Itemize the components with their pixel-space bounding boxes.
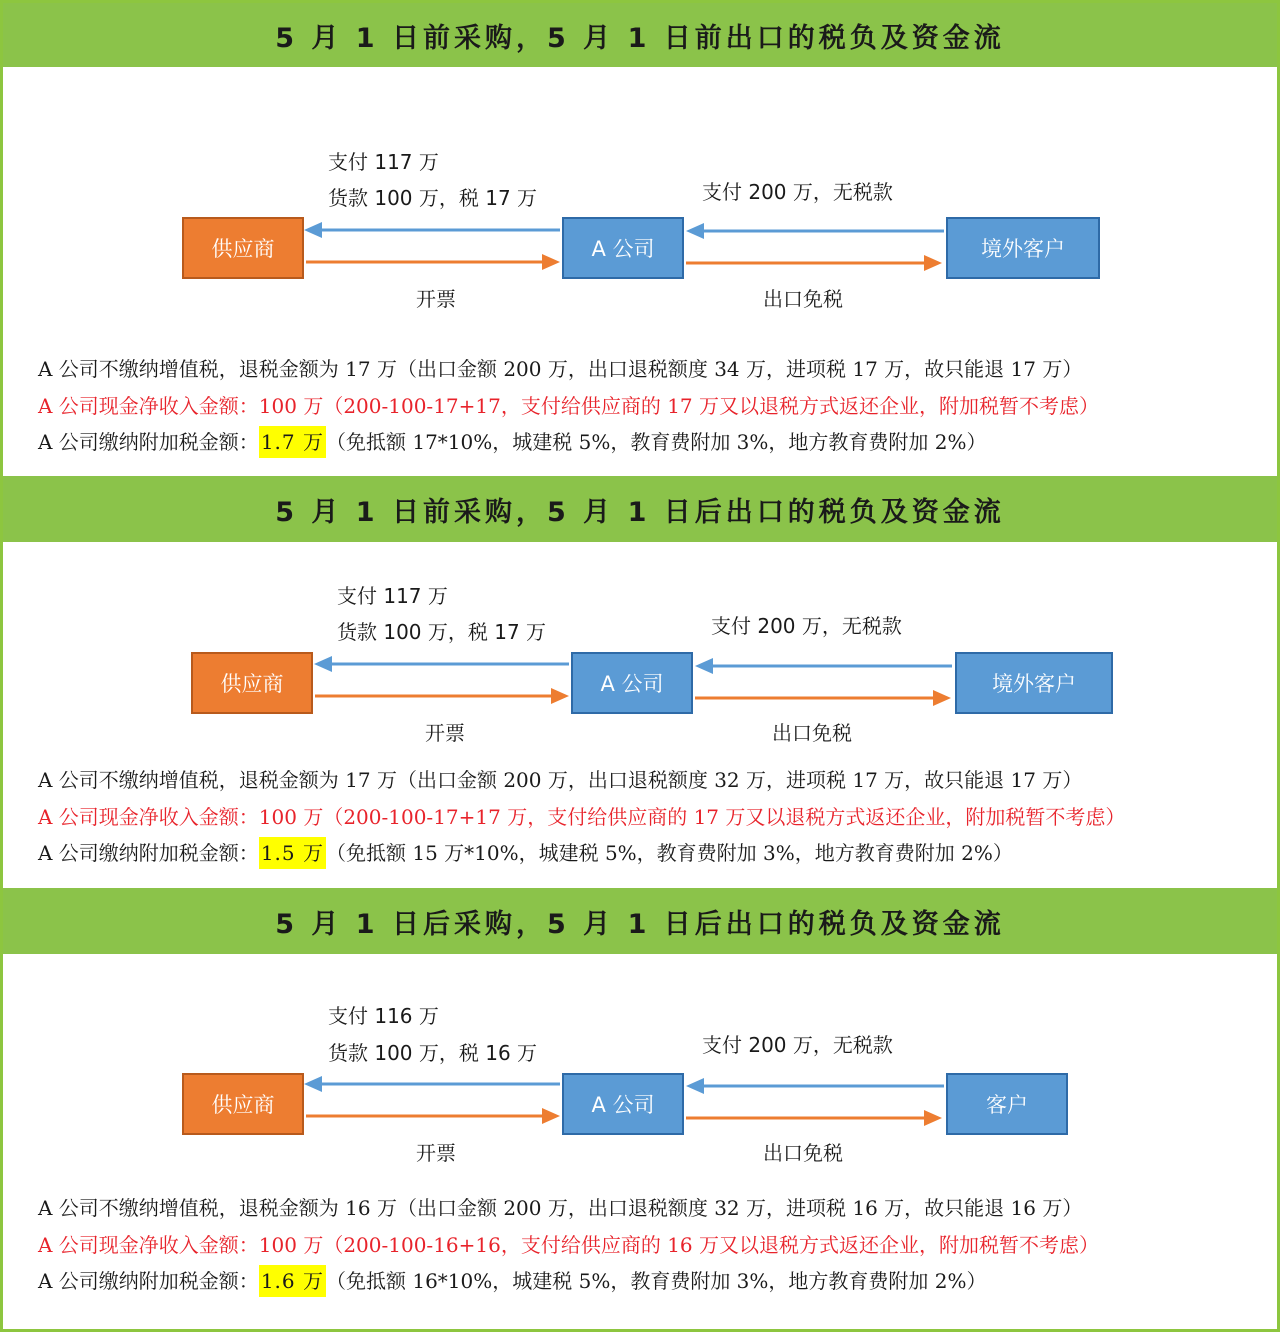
section-2-surcharge-prefix: A 公司缴纳附加税金额： — [38, 841, 259, 865]
section-3-export-arrow — [686, 1110, 942, 1126]
section-3-pay-supplier-label: 支付 116 万 — [328, 1004, 439, 1028]
section-2-goods-tax-label: 货款 100 万，税 17 万 — [337, 620, 547, 644]
section-1-net-income-line: A 公司现金净收入金额：100 万（200-100-17+17，支付给供应商的 17 万又以退税方式返还企业，附加税暂不考虑） — [38, 394, 1100, 418]
section-3-export-exempt-label: 出口免税 — [763, 1141, 843, 1165]
section-3-title: 5 月 1 日后采购，5 月 1 日后出口的税负及资金流 — [3, 888, 1277, 954]
section-1-export-exempt-label: 出口免税 — [763, 287, 843, 311]
section-2-surcharge-detail: （免抵额 15 万*10%，城建税 5%，教育费附加 3%，地方教育费附加 2%） — [325, 841, 1013, 865]
section-1-invoice-label: 开票 — [416, 287, 456, 311]
section-1-pay-customer-label: 支付 200 万，无税款 — [702, 180, 893, 204]
section-3-surcharge-detail: （免抵额 16*10%，城建税 5%，教育费附加 3%，地方教育费附加 2%） — [325, 1269, 987, 1293]
section-3-invoice-label: 开票 — [416, 1141, 456, 1165]
section-1-customer-box: 境外客户 — [946, 217, 1100, 279]
section-2-invoice-label: 开票 — [425, 721, 465, 745]
section-1-company-box: A 公司 — [562, 217, 684, 279]
section-3-surcharge-amount: 1.6 万 — [259, 1265, 326, 1297]
section-2-company-box: A 公司 — [571, 652, 693, 714]
section-3-payment-arrow-to-supplier — [304, 1076, 560, 1092]
section-1-supplier-box: 供应商 — [182, 217, 304, 279]
section-1-pay-supplier-label: 支付 117 万 — [328, 150, 439, 174]
section-2-export-exempt-label: 出口免税 — [772, 721, 852, 745]
section-2-title: 5 月 1 日前采购，5 月 1 日后出口的税负及资金流 — [3, 476, 1277, 542]
section-1-vat-refund-line: A 公司不缴纳增值税，退税金额为 17 万（出口金额 200 万，出口退税额度 34 万，进项税 17 万，故只能退 17 万） — [38, 357, 1083, 381]
section-2-pay-supplier-label: 支付 117 万 — [337, 584, 448, 608]
section-1-surcharge-prefix: A 公司缴纳附加税金额： — [38, 430, 259, 454]
section-3-supplier-box: 供应商 — [182, 1073, 304, 1135]
section-3-company-box: A 公司 — [562, 1073, 684, 1135]
section-3-net-income-line: A 公司现金净收入金额：100 万（200-100-16+16，支付给供应商的 16 万又以退税方式返还企业，附加税暂不考虑） — [38, 1233, 1100, 1257]
section-1-title: 5 月 1 日前采购，5 月 1 日前出口的税负及资金流 — [3, 3, 1277, 67]
section-3-surcharge-line — [38, 1265, 987, 1297]
section-3-surcharge-prefix: A 公司缴纳附加税金额： — [38, 1269, 259, 1293]
section-3-pay-customer-label: 支付 200 万，无税款 — [702, 1033, 893, 1057]
section-2-supplier-box: 供应商 — [191, 652, 313, 714]
section-1-goods-tax-label: 货款 100 万，税 17 万 — [328, 186, 538, 210]
section-2-surcharge-amount: 1.5 万 — [259, 837, 326, 869]
section-3-invoice-arrow — [306, 1108, 560, 1124]
section-2-pay-customer-label: 支付 200 万，无税款 — [711, 614, 902, 638]
section-2-vat-refund-line: A 公司不缴纳增值税，退税金额为 17 万（出口金额 200 万，出口退税额度 32 万，进项税 17 万，故只能退 17 万） — [38, 768, 1083, 792]
section-3-payment-arrow-to-company — [686, 1078, 944, 1094]
section-2-customer-box: 境外客户 — [955, 652, 1113, 714]
section-3-goods-tax-label: 货款 100 万，税 16 万 — [328, 1041, 538, 1065]
section-1-surcharge-detail: （免抵额 17*10%，城建税 5%，教育费附加 3%，地方教育费附加 2%） — [325, 430, 987, 454]
section-2-net-income-line: A 公司现金净收入金额：100 万（200-100-17+17 万，支付给供应商的 17 万又以退税方式返还企业，附加税暂不考虑） — [38, 805, 1126, 829]
section-3-vat-refund-line: A 公司不缴纳增值税，退税金额为 16 万（出口金额 200 万，出口退税额度 32 万，进项税 16 万，故只能退 16 万） — [38, 1196, 1083, 1220]
section-3-customer-box: 客户 — [946, 1073, 1068, 1135]
section-1-surcharge-amount: 1.7 万 — [259, 426, 326, 458]
